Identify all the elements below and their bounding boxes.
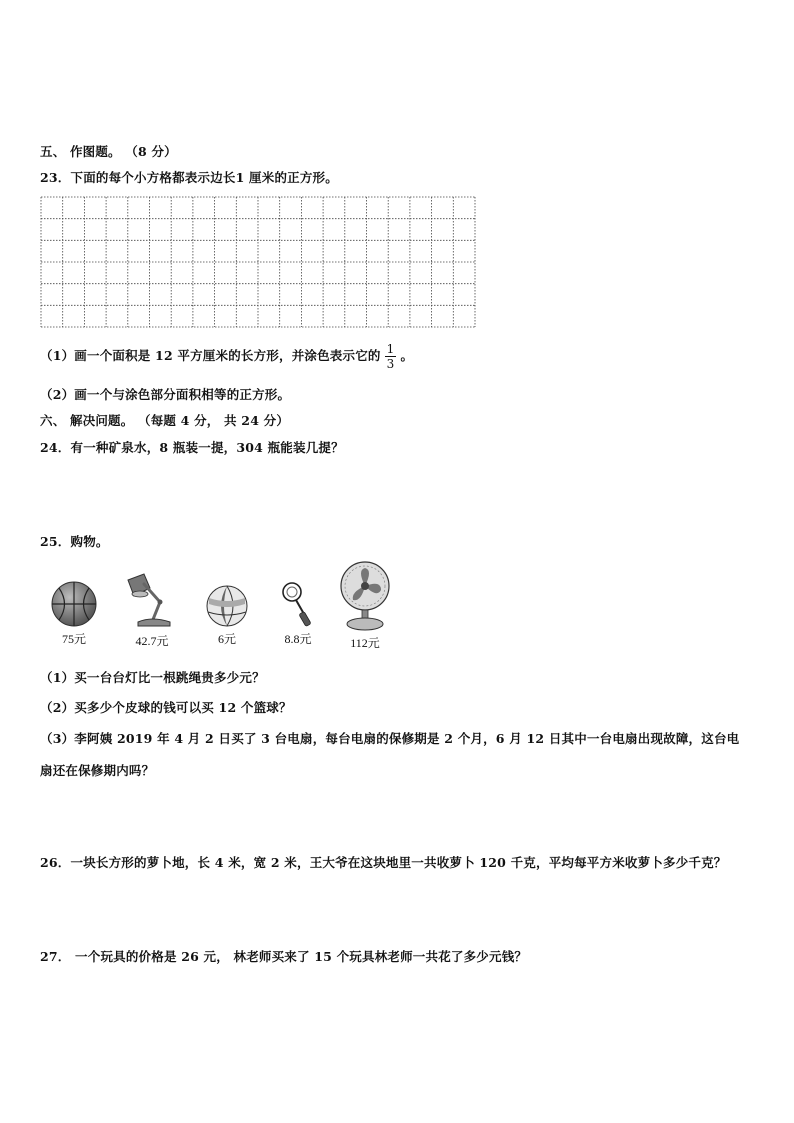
section-5-heading: 五、 作图题。 （8 分）: [40, 144, 177, 159]
item-price: 6元: [217, 632, 236, 646]
basketball-icon: [50, 580, 98, 628]
question-25-stem: 25．购物。: [40, 534, 109, 549]
item-electric-fan: [330, 560, 400, 651]
shopping-items: [45, 560, 425, 655]
beach-ball-icon: [205, 584, 249, 628]
item-desk-lamp: [117, 572, 187, 649]
fraction-numerator: 1: [386, 342, 395, 356]
question-25-sub-3-line-1: （3）李阿姨 2019 年 4 月 2 日买了 3 台电扇，每台电扇的保修期是 2 个月，6 月 12 日其中一台电扇出现故障，这台电: [40, 731, 740, 746]
question-23-sub-1-end: 。: [400, 348, 414, 363]
question-24-stem: 24．有一种矿泉水，8 瓶装一提，304 瓶能装几提？: [40, 440, 344, 455]
item-jump-rope: [263, 580, 333, 647]
desk-lamp-icon: [122, 572, 182, 630]
question-23-sub-2: （2）画一个与涂色部分面积相等的正方形。: [40, 387, 291, 402]
fraction-denominator: 3: [386, 357, 395, 371]
question-23-stem: 23．下面的每个小方格都表示边长1 厘米的正方形。: [40, 170, 338, 185]
item-price: 75元: [61, 632, 86, 646]
question-25-sub-1: （1）买一台台灯比一根跳绳贵多少元？: [40, 670, 265, 685]
question-25-sub-2: （2）买多少个皮球的钱可以买 12 个篮球？: [40, 700, 292, 715]
question-23-sub-1-text: （1）画一个面积是 12 平方厘米的长方形，并涂色表示它的: [40, 348, 381, 363]
jump-rope-icon: [278, 580, 318, 628]
section-6-heading: 六、 解决问题。 （每题 4 分， 共 24 分）: [40, 413, 290, 428]
item-price: 112元: [350, 636, 380, 650]
question-23-sub-1: [40, 342, 413, 371]
item-price: 42.7元: [135, 634, 169, 648]
fraction-one-third: [385, 342, 397, 371]
question-27-stem: 27． 一个玩具的价格是 26 元， 林老师买来了 15 个玩具林老师一共花了多少元钱？: [40, 949, 528, 964]
item-basketball: [39, 580, 109, 647]
question-26-stem: 26．一块长方形的萝卜地，长 4 米，宽 2 米，王大爷在这块地里一共收萝卜 120 千克，平均每平方米收萝卜多少千克？: [40, 855, 727, 870]
item-price: 8.8元: [284, 632, 312, 646]
square-grid: [40, 196, 476, 328]
electric-fan-icon: [335, 560, 395, 632]
question-25-sub-3-line-2: 扇还在保修期内吗？: [40, 763, 155, 778]
item-beach-ball: [192, 584, 262, 647]
